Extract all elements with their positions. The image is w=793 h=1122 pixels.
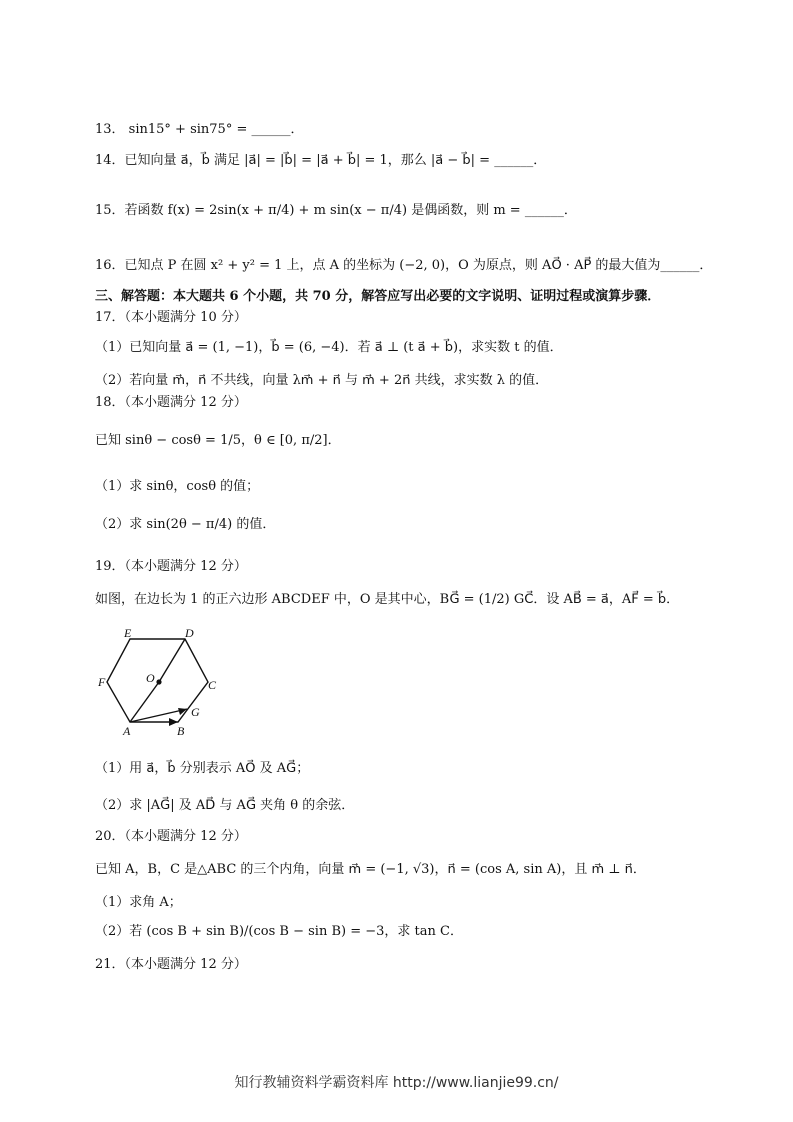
question-18-given: 已知 sinθ − cosθ = 1/5，θ ∈ [0, π/2]． xyxy=(95,433,341,448)
question-18-part-1: （1）求 sinθ，cosθ 的值； xyxy=(95,479,260,494)
question-21-header: 21．（本小题满分 12 分） xyxy=(95,957,247,972)
question-13: 13． sin15° + sin75° = ______． xyxy=(95,122,304,137)
section-3-heading: 三、解答题：本大题共 6 个小题，共 70 分，解答应写出必要的文字说明、证明过程或演算步骤． xyxy=(95,289,661,304)
hexagon-figure xyxy=(95,625,225,740)
question-16: 16．已知点 P 在圆 x² + y² = 1 上，点 A 的坐标为 (−2, 0)，O 为原点，则 AO⃗ · AP⃗ 的最大值为______． xyxy=(95,258,713,273)
question-17-header: 17．（本小题满分 10 分） xyxy=(95,310,247,325)
center-point-o xyxy=(156,679,161,684)
label-a: A xyxy=(123,724,131,738)
question-20-part-2: （2）若 (cos B + sin B)/(cos B − sin B) = −3，求 tan C． xyxy=(95,924,463,939)
label-g: G xyxy=(191,705,200,719)
question-17-part-2: （2）若向量 m⃗，n⃗ 不共线，向量 λm⃗ + n⃗ 与 m⃗ + 2n⃗ 共线，求实数 λ 的值． xyxy=(95,373,549,388)
question-19-given: 如图，在边长为 1 的正六边形 ABCDEF 中，O 是其中心，BG⃗ = (1/2) GC⃗．设 AB⃗ = a⃗，AF⃗ = b⃗． xyxy=(95,592,680,607)
question-18-part-2: （2）求 sin(2θ − π/4) 的值． xyxy=(95,517,276,532)
question-17-part-1: （1）已知向量 a⃗ = (1, −1)，b⃗ = (6, −4)．若 a⃗ ⊥ (t a⃗ + b⃗)，求实数 t 的值． xyxy=(95,340,563,355)
question-14: 14．已知向量 a⃗，b⃗ 满足 |a⃗| = |b⃗| = |a⃗ + b⃗| = 1，那么 |a⃗ − b⃗| = ______． xyxy=(95,153,547,168)
label-d: D xyxy=(185,626,194,640)
question-19-header: 19．（本小题满分 12 分） xyxy=(95,559,247,574)
footer-watermark: 知行教辅资料学霸资料库 http://www.lianjie99.cn/ xyxy=(234,1075,559,1091)
question-15: 15．若函数 f(x) = 2sin(x + π/4) + m sin(x − π/4) 是偶函数，则 m = ______． xyxy=(95,203,577,218)
question-19-part-1: （1）用 a⃗，b⃗ 分别表示 AO⃗ 及 AG⃗； xyxy=(95,761,310,776)
label-f: F xyxy=(98,675,106,689)
label-c: C xyxy=(208,678,217,692)
label-o: O xyxy=(146,671,155,685)
question-20-header: 20．（本小题满分 12 分） xyxy=(95,829,247,844)
question-19-part-2: （2）求 |AG⃗| 及 AD⃗ 与 AG⃗ 夹角 θ 的余弦． xyxy=(95,798,355,813)
question-18-header: 18．（本小题满分 12 分） xyxy=(95,395,247,410)
question-20-part-1: （1）求角 A； xyxy=(95,895,182,910)
question-20-given: 已知 A，B，C 是△ABC 的三个内角，向量 m⃗ = (−1, √3)，n⃗ = (cos A, sin A)，且 m⃗ ⊥ n⃗． xyxy=(95,862,646,877)
label-e: E xyxy=(124,626,132,640)
label-b: B xyxy=(177,724,185,738)
segment-od xyxy=(159,639,185,682)
